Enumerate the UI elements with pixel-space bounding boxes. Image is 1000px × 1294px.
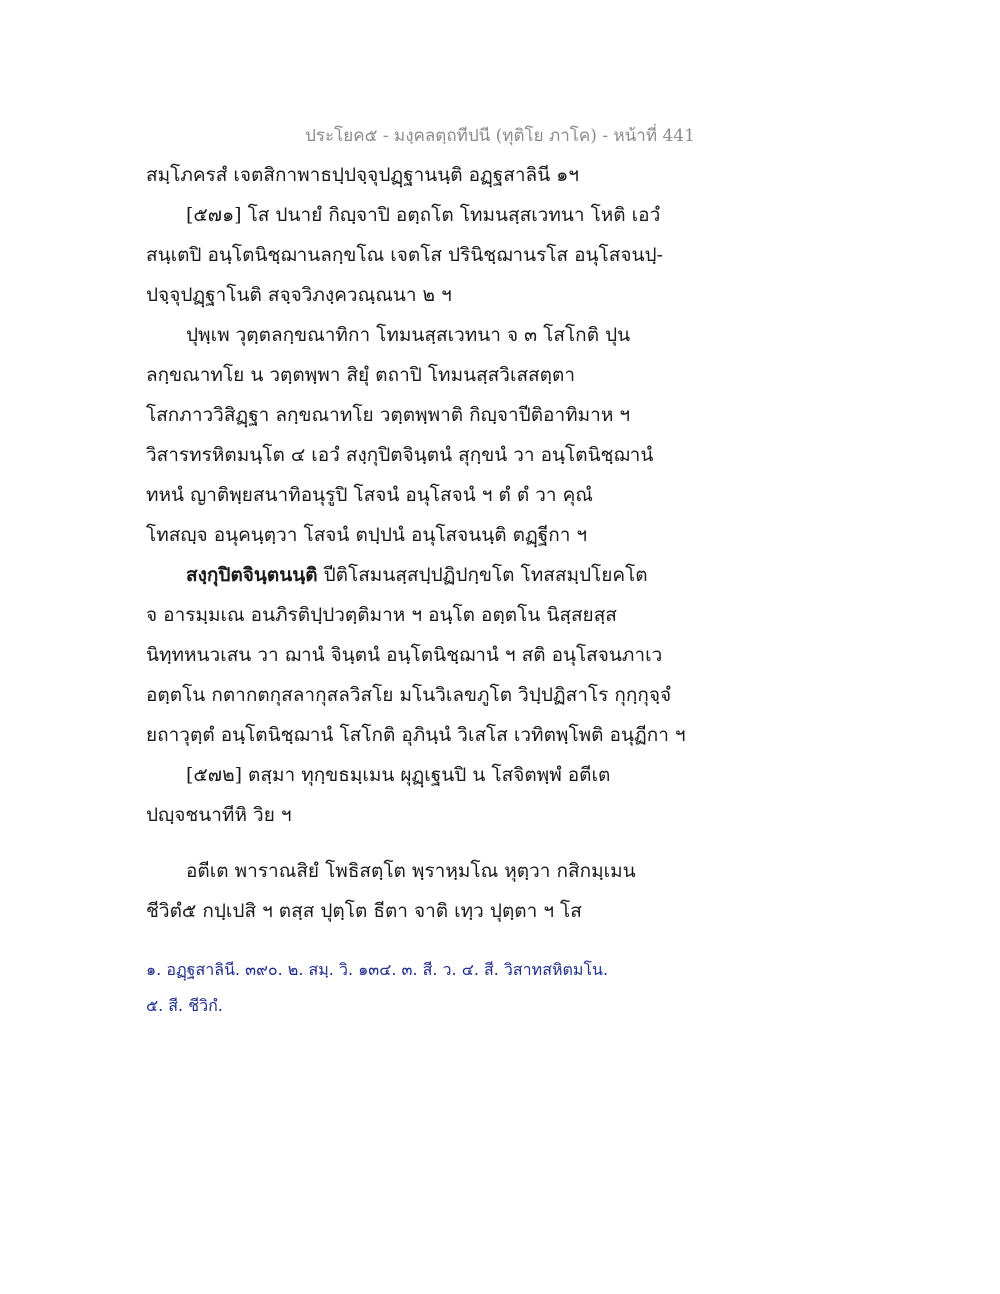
text-line: ยถาวุตฺตํ อนฺโตนิชฺฌานํ โสโกติ อุภินฺนํ วิเสโส เวทิตพฺโพติ อนุฏีกา ฯ <box>146 724 686 746</box>
bold-term: สงฺกุปิตจินฺตนนฺติ <box>186 564 318 586</box>
footnotes <box>146 952 746 1024</box>
paragraph-571: [๕๗๑] โส ปนายํ กิญฺจาปิ อตฺถโต โทมนสฺสเวทนา โหติ เอวํ <box>186 204 661 226</box>
text-line: ปุพฺเพ วุตฺตลกฺขณาทิกา โทมนสฺสเวทนา จ ๓ โสโกติ ปุน <box>186 324 631 346</box>
text-line: นิทฺทหนวเสน วา ฌานํ จินฺตนํ อนฺโตนิชฺฌานํ ฯ สติ อนุโสจนภาเว <box>146 644 663 666</box>
text-line: ชีวิตํ๕ กปฺเปสิ ฯ ตสฺส ปุตฺโต ธีตา จาติ เทฺว ปุตฺตา ฯ โส <box>146 900 582 922</box>
text-line: สนฺเตปิ อนฺโตนิชฺฌานลกฺขโณ เจตโส ปรินิชฺฌานรโส อนุโสจนปฺ- <box>146 244 663 266</box>
text-line-bold-term <box>146 555 746 595</box>
text-line: วิสารทรหิตมนฺโต ๔ เอวํ สงฺกุปิตจินฺตนํ สุกฺขนํ วา อนฺโตนิชฺฌานํ <box>146 444 654 466</box>
text-line: ปจฺจุปฏฺฐาโนติ สจฺจวิภงฺควณฺณนา ๒ ฯ <box>146 284 452 306</box>
text-line: อตฺตโน กตากตกุสลากุสลวิสโย มโนวิเลขภูโต วิปฺปฏิสาโร กุกฺกุจฺจํ <box>146 684 672 706</box>
text-line: โสกภาววิสิฏฺฐา ลกฺขณาทโย วตฺตพฺพาติ กิญฺจาปีติอาทิมาห ฯ <box>146 404 631 426</box>
text-line: ลกฺขณาทโย น วตฺตพฺพา สิยุํ ตถาปิ โทมนสฺสวิเสสตฺตา <box>146 364 575 386</box>
footnote-line: ๑. อฏฺฐสาลินี. ๓๙๐. ๒. สมฺ. วิ. ๑๓๔. ๓. สี. ว. ๔. สี. วิสาทสหิตมโน. <box>146 960 609 979</box>
body-text <box>146 155 746 931</box>
text-line: ทหนํ ญาติพฺยสนาทิอนุรูปิ โสจนํ อนุโสจนํ ฯ ตํ ตํ วา คุณํ <box>146 484 593 506</box>
footnote-line: ๕. สี. ชีวิกํ. <box>146 996 223 1015</box>
text-line: ปญฺจชนาทีหิ วิย ฯ <box>146 804 292 826</box>
text-line: โทสญฺจ อนุคนฺตฺวา โสจนํ ตปฺปนํ อนุโสจนนฺติ ตฏฺฐีกา ฯ <box>146 524 588 546</box>
bold-line-rest: ปีติโสมนสฺสปฺปฏิปกฺขโต โทสสมฺปโยคโต <box>317 564 648 586</box>
paragraph-572: [๕๗๒] ตสฺมา ทุกฺขธมฺเมน ผุฏฺเฐนปิ น โสจิตพฺพํ อตีเต <box>186 764 611 786</box>
paragraph-gap <box>146 835 746 851</box>
text-line: จ อารมฺมเณ อนภิรติปฺปวตฺติมาห ฯ อนฺโต อตฺตโน นิสฺสยสฺส <box>146 604 617 626</box>
text-line: อตีเต พาราณสิยํ โพธิสตฺโต พฺราหฺมโณ หุตฺวา กสิกมฺเมน <box>186 860 636 882</box>
running-header: ประโยค๕ - มงฺคลตฺถทีปนี (ทุติโย ภาโค) - หน้าที่ 441 <box>305 126 695 146</box>
text-line: สมฺโภครสํ เจตสิกาพาธปฺปจฺจุปฏฺฐานนฺติ อฏฺฐสาลินี ๑ฯ <box>146 164 579 186</box>
